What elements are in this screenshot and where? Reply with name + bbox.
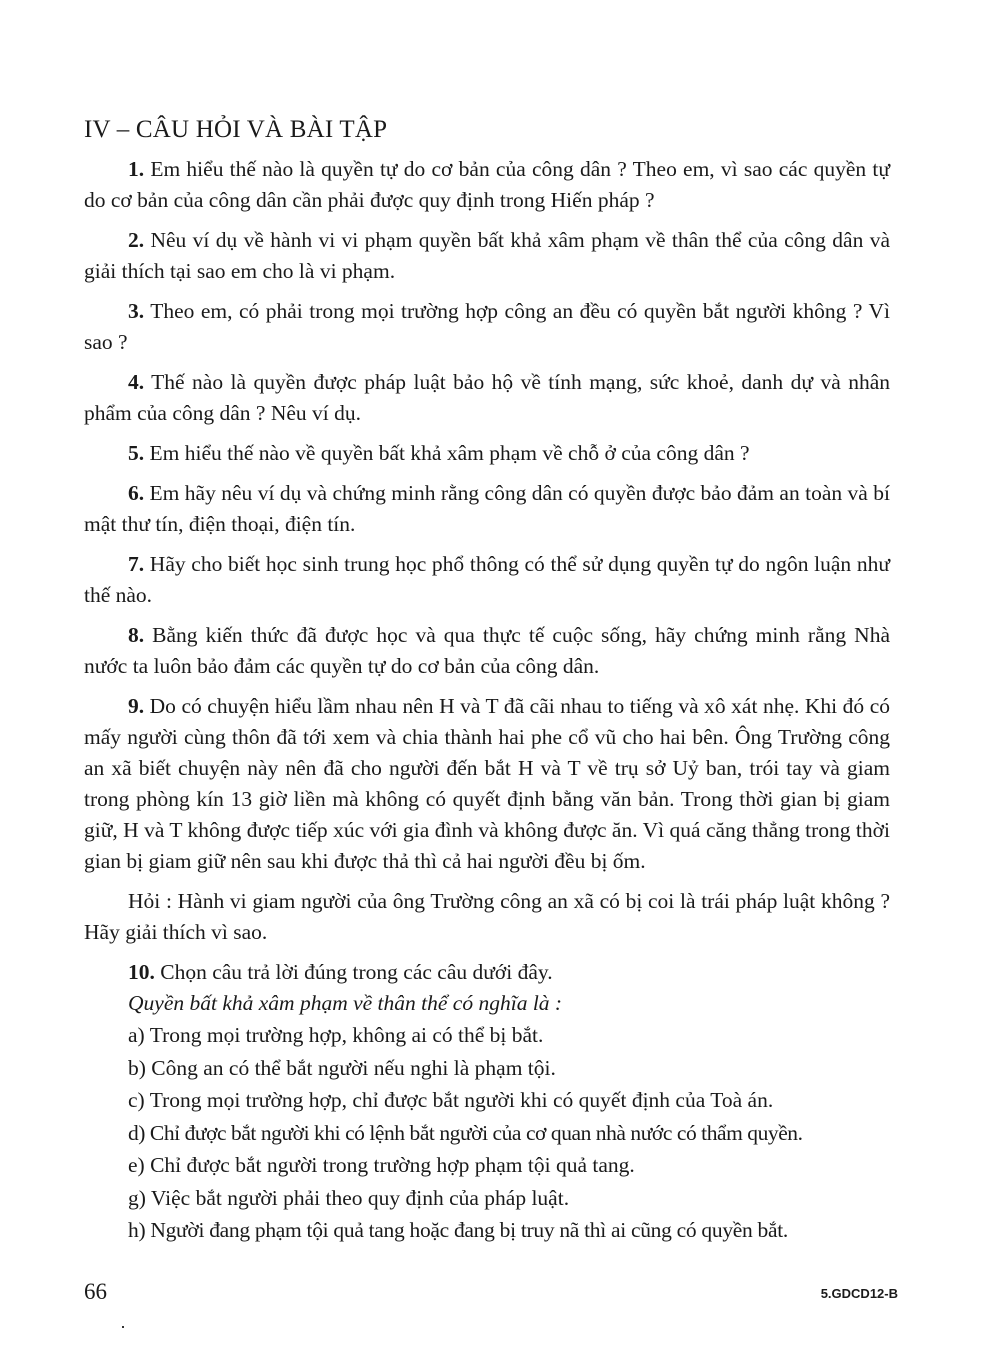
question-number: 2. bbox=[128, 228, 145, 252]
option-d: d) Chỉ được bắt người khi có lệnh bắt người của cơ quan nhà nước có thẩm quyền. bbox=[128, 1120, 803, 1145]
question-text: Chọn câu trả lời đúng trong các câu dưới đây. bbox=[154, 960, 553, 984]
question-text: Thế nào là quyền được pháp luật bảo hộ về tính mạng, sức khoẻ, danh dự và nhân phẩm của công dân ? Nêu ví dụ. bbox=[84, 370, 890, 425]
question-2 bbox=[84, 225, 890, 287]
question-number: 1. bbox=[128, 157, 145, 181]
question-number: 3. bbox=[128, 299, 145, 323]
question-9-followup: Hỏi : Hành vi giam người của ông Trường công an xã có bị coi là trái pháp luật không ? Hãy giải thích vì sao. bbox=[84, 889, 890, 944]
question-3 bbox=[84, 296, 890, 358]
question-text: Theo em, có phải trong mọi trường hợp công an đều có quyền bắt người không ? Vì sao ? bbox=[84, 299, 890, 354]
question-text: Do có chuyện hiểu lầm nhau nên H và T đã cãi nhau to tiếng và xô xát nhẹ. Khi đó có mấy người cùng thôn đã tới xem và chia thành hai phe cổ vũ cho hai bên. Ông Trường công an xã biết chuyện này nên đã cho người đến bắt H và T về trụ sở Uỷ ban, trói tay và giam trong phòng kín 13 giờ liền mà không có quyết định bằng văn bản. Trong thời gian bị giam giữ, H và T không được tiếp xúc với gia đình và không được ăn. Vì quá căng thẳng trong thời gian bị giam giữ nên sau khi được thả thì cả hai người đều bị ốm. bbox=[84, 694, 890, 873]
question-text: Em hãy nêu ví dụ và chứng minh rằng công dân có quyền được bảo đảm an toàn và bí mật thư tín, điện thoại, điện tín. bbox=[84, 481, 890, 536]
question-text: Em hiểu thế nào về quyền bất khả xâm phạm về chỗ ở của công dân ? bbox=[144, 441, 750, 465]
question-10 bbox=[84, 957, 890, 988]
scan-speck bbox=[122, 1326, 124, 1328]
option-e: e) Chỉ được bắt người trong trường hợp phạm tội quả tang. bbox=[128, 1153, 635, 1177]
option-g: g) Việc bắt người phải theo quy định của pháp luật. bbox=[128, 1185, 570, 1210]
question-1 bbox=[84, 154, 890, 216]
book-code: 5.GDCD12-B bbox=[820, 1286, 898, 1301]
page-number: 66 bbox=[84, 1279, 107, 1304]
question-6 bbox=[84, 478, 890, 540]
option-h: h) Người đang phạm tội quả tang hoặc đang bị truy nã thì ai cũng có quyền bắt. bbox=[128, 1218, 788, 1242]
question-text: Em hiểu thế nào là quyền tự do cơ bản của công dân ? Theo em, vì sao các quyền tự do cơ bản của công dân cần phải được quy định trong Hiến pháp ? bbox=[84, 157, 890, 212]
question-10-prompt: Quyền bất khả xâm phạm về thân thể có nghĩa là : bbox=[128, 991, 563, 1015]
question-number: 9. bbox=[128, 694, 145, 718]
question-number: 10. bbox=[128, 960, 155, 984]
option-b: b) Công an có thể bắt người nếu nghi là phạm tội. bbox=[128, 1055, 556, 1080]
question-7 bbox=[84, 549, 890, 611]
question-4 bbox=[84, 367, 890, 429]
question-text: Hãy cho biết học sinh trung học phổ thông có thể sử dụng quyền tự do ngôn luận như thế nào. bbox=[84, 552, 890, 607]
question-number: 7. bbox=[128, 552, 145, 576]
option-c: c) Trong mọi trường hợp, chỉ được bắt người khi có quyết định của Toà án. bbox=[128, 1088, 774, 1112]
question-text: Nêu ví dụ về hành vi vi phạm quyền bất khả xâm phạm về thân thể của công dân và giải thích tại sao em cho là vi phạm. bbox=[84, 228, 890, 283]
question-number: 4. bbox=[128, 370, 145, 394]
section-title: IV – CÂU HỎI VÀ BÀI TẬP bbox=[84, 116, 388, 143]
question-8 bbox=[84, 620, 890, 682]
question-5 bbox=[84, 438, 890, 469]
question-number: 8. bbox=[128, 623, 145, 647]
question-text: Bằng kiến thức đã được học và qua thực tế cuộc sống, hãy chứng minh rằng Nhà nước ta luôn bảo đảm các quyền tự do cơ bản của công dân. bbox=[84, 623, 890, 678]
question-list bbox=[84, 154, 890, 1247]
question-number: 6. bbox=[128, 481, 145, 505]
question-number: 5. bbox=[128, 441, 145, 465]
option-a: a) Trong mọi trường hợp, không ai có thể bị bắt. bbox=[128, 1023, 544, 1047]
question-9 bbox=[84, 691, 890, 877]
